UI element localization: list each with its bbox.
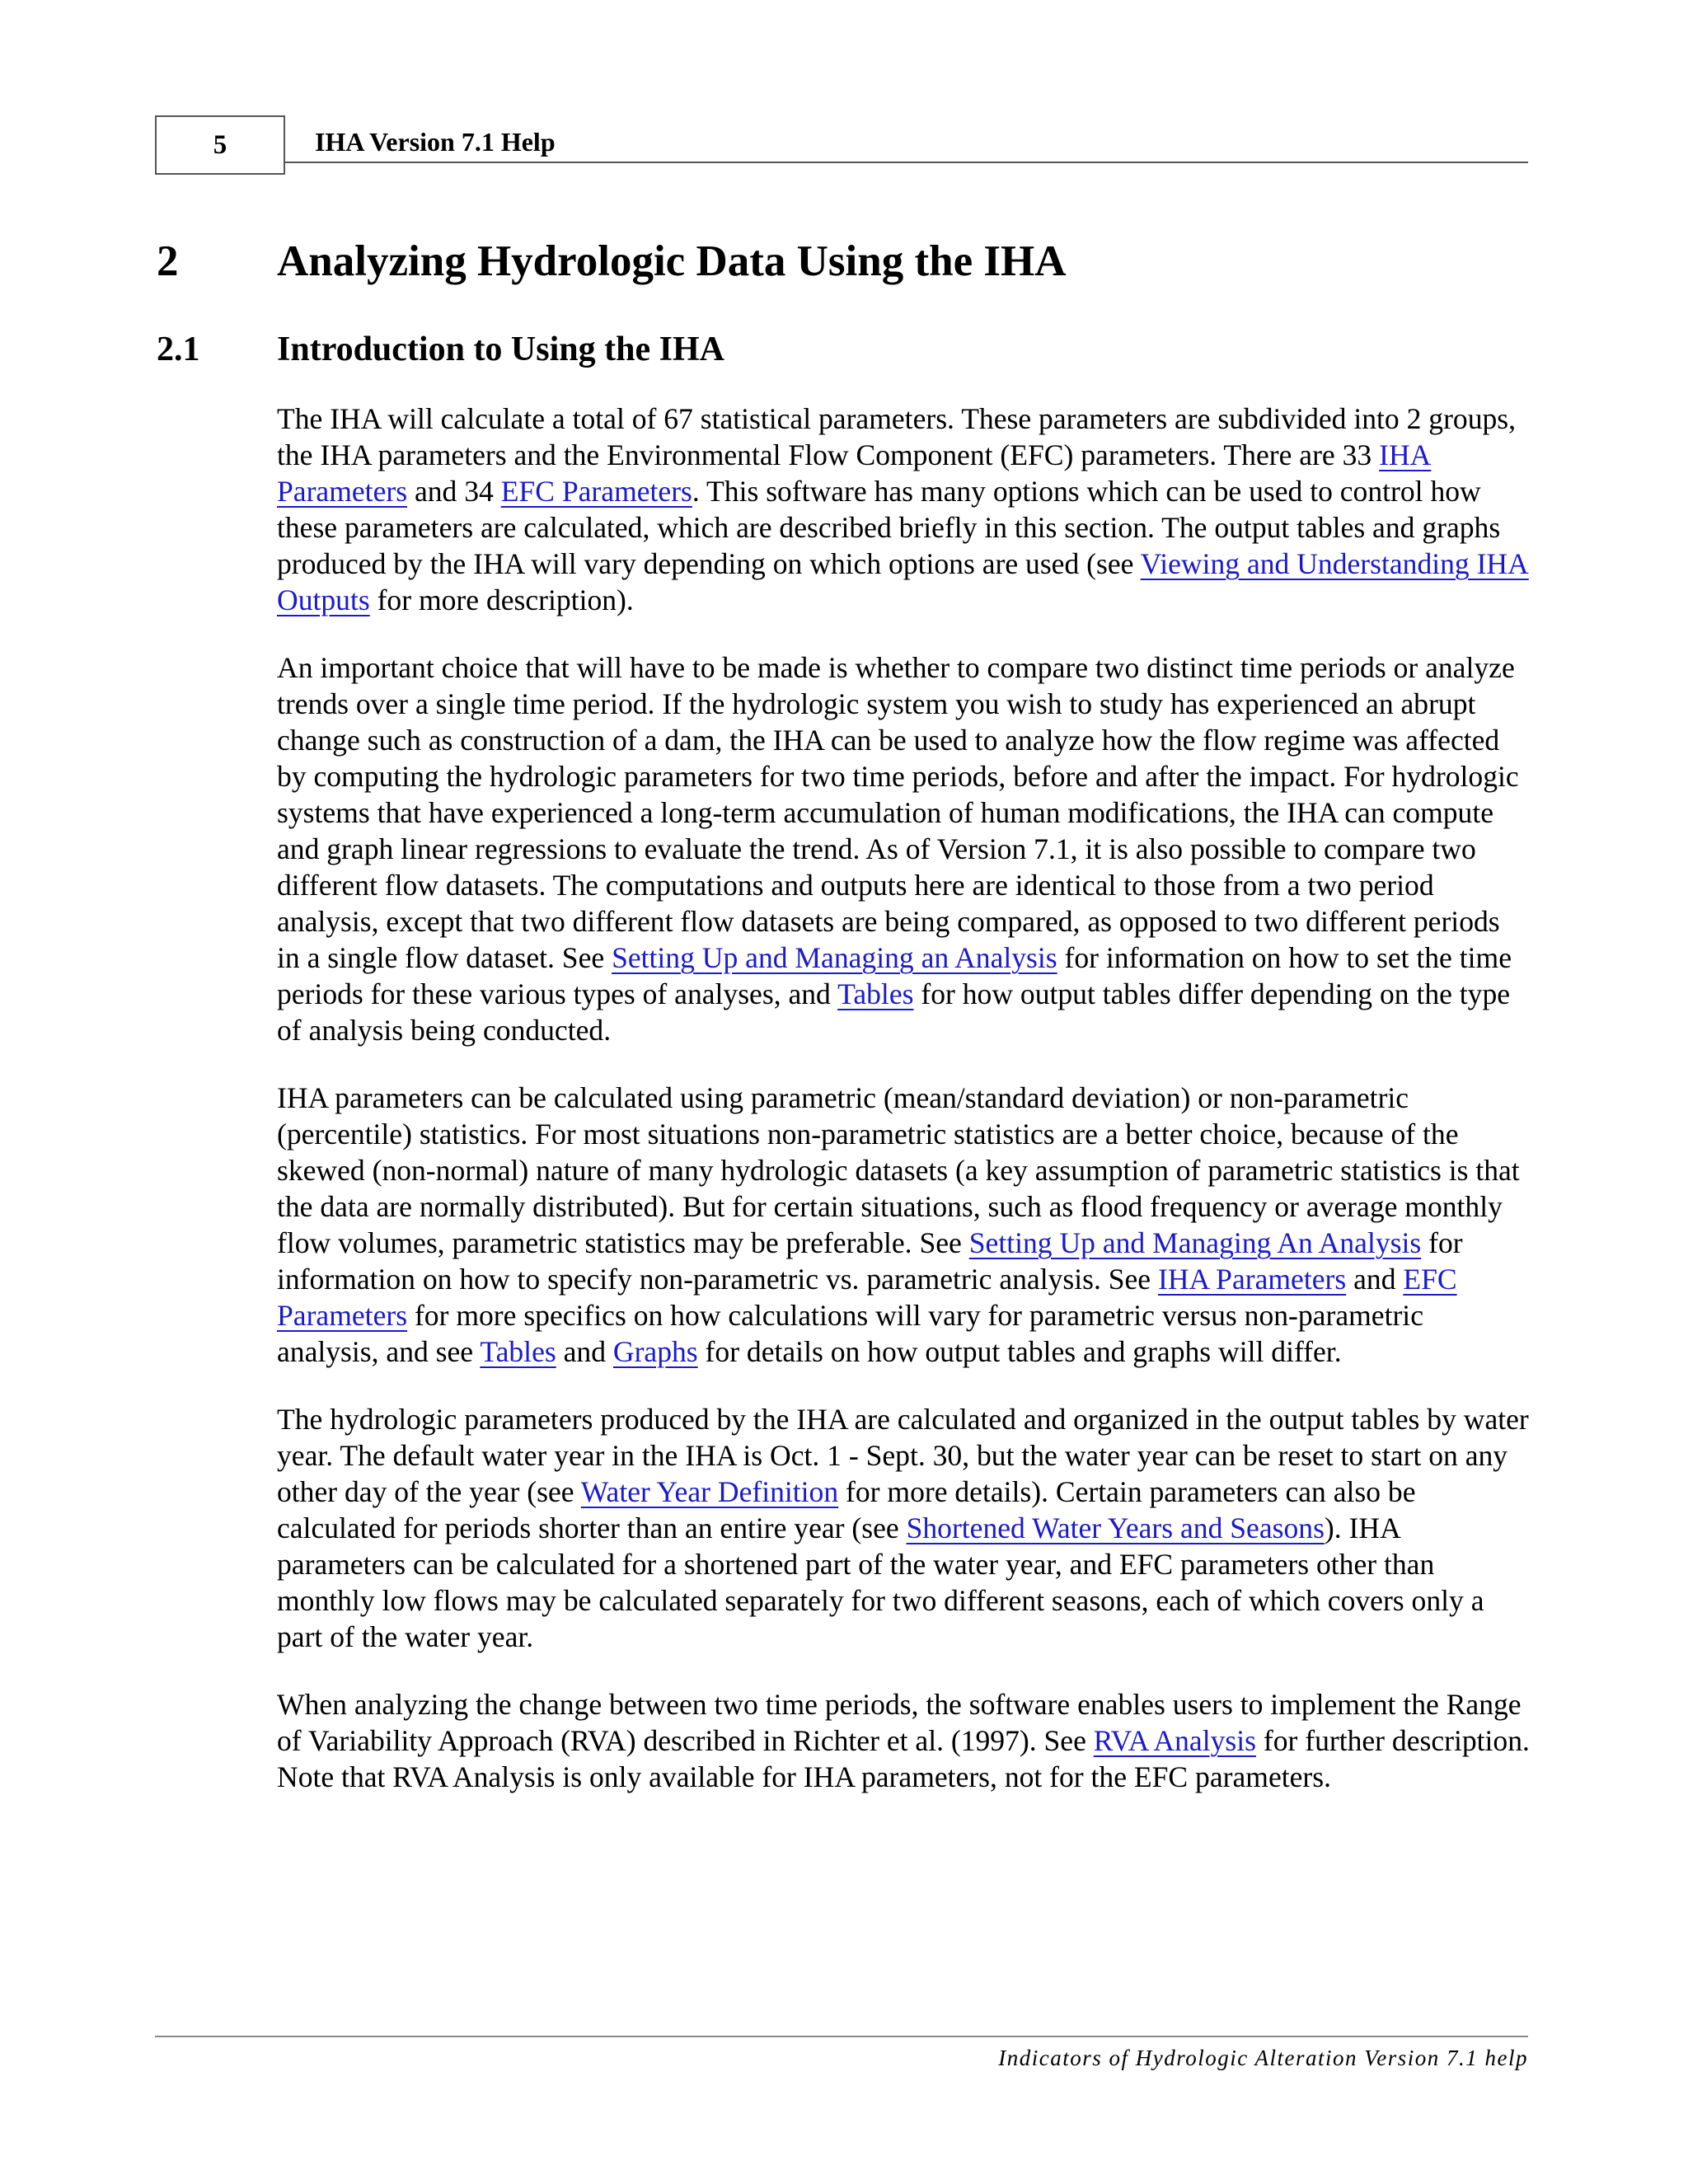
- link-iha-parameters[interactable]: IHA Parameters: [1158, 1263, 1347, 1296]
- running-header-title: IHA Version 7.1 Help: [315, 127, 556, 157]
- text-run: ). IHA parameters can be calculated for a shortened part of the water year, and EFC parameters other than monthly low flows may be calculated separately for two different seasons, each of which covers only a part of the water year.: [277, 1511, 1484, 1653]
- section-number: 2.1: [157, 330, 200, 368]
- link-setting-up-and-managing-an-analysis[interactable]: Setting Up and Managing an Analysis: [612, 941, 1057, 974]
- text-run: for more specifics on how calculations will vary for parametric versus non-parametric analysis, and see: [277, 1299, 1423, 1368]
- link-efc-parameters[interactable]: EFC Parameters: [277, 1263, 1457, 1332]
- text-run: and: [1346, 1263, 1404, 1296]
- paragraph-4: [277, 1401, 1530, 1655]
- text-run: for further description. Note that RVA Analysis is only available for IHA parameters, not for the EFC parameters.: [277, 1724, 1530, 1793]
- text-run: for more details). Certain parameters can also be calculated for periods shorter than an entire year (see: [277, 1475, 1416, 1544]
- link-tables[interactable]: Tables: [837, 977, 914, 1010]
- chapter-title: Analyzing Hydrologic Data Using the IHA: [277, 237, 1067, 285]
- link-graphs[interactable]: Graphs: [612, 1335, 698, 1368]
- page-number: 5: [213, 129, 227, 160]
- text-run: . This software has many options which can be used to control how these parameters are calculated, which are described briefly in this section. The output tables and graphs produced by the IHA will vary depending on which options are used (see: [277, 475, 1501, 580]
- text-run: When analyzing the change between two time periods, the software enables users to implement the Range of Variability Approach (RVA) described in Richter et al. (1997). See: [277, 1688, 1522, 1757]
- link-setting-up-and-managing-an-analysis[interactable]: Setting Up and Managing An Analysis: [968, 1226, 1422, 1259]
- running-footer: Indicators of Hydrologic Alteration Version 7.1 help: [998, 2046, 1528, 2070]
- text-run: The IHA will calculate a total of 67 statistical parameters. These parameters are subdivided into 2 groups, the IHA parameters and the Environmental Flow Component (EFC) parameters. There are 33: [277, 402, 1517, 471]
- link-tables[interactable]: Tables: [480, 1335, 556, 1368]
- text-run: An important choice that will have to be made is whether to compare two distinct time periods or analyze trends over a single time period. If the hydrologic system you wish to study has experienced an abrupt change such as construction of a dam, the IHA can be used to analyze how the flow regime was affected by computing the hydrologic parameters for two time periods, before and after the impact. For hydrologic systems that have experienced a long-term accumulation of human modifications, the IHA can compute and graph linear regressions to evaluate the trend. As of Version 7.1, it is also possible to compare two different flow datasets. The computations and outputs here are identical to those from a two period analysis, except that two different flow datasets are being compared, as opposed to two different periods in a single flow dataset. See: [277, 651, 1519, 974]
- body-text: [277, 401, 1530, 1826]
- link-viewing-and-understanding-iha-outputs[interactable]: Viewing and Understanding IHA Outputs: [277, 547, 1529, 616]
- text-run: and 34: [407, 475, 501, 508]
- link-rva-analysis[interactable]: RVA Analysis: [1093, 1724, 1256, 1757]
- paragraph-3: [277, 1080, 1530, 1370]
- text-run: for information on how to set the time periods for these various types of analyses, and: [277, 941, 1512, 1010]
- text-run: and: [556, 1335, 613, 1368]
- paragraph-1: [277, 401, 1530, 618]
- page-number-box: [155, 115, 285, 175]
- link-shortened-water-years-and-seasons[interactable]: Shortened Water Years and Seasons: [906, 1511, 1325, 1544]
- text-run: for details on how output tables and graphs will differ.: [697, 1335, 1342, 1368]
- paragraph-5: [277, 1686, 1530, 1795]
- paragraph-2: [277, 649, 1530, 1048]
- text-run: IHA parameters can be calculated using parametric (mean/standard deviation) or non-parametric (percentile) statistics. For most situations non-parametric statistics are a better choice, because of the skewed (non-normal) nature of many hydrologic datasets (a key assumption of parametric statistics is that the data are normally distributed). But for certain situations, such as flood frequency or average monthly flow volumes, parametric statistics may be preferable. See: [277, 1081, 1520, 1259]
- text-run: for how output tables differ depending on the type of analysis being conducted.: [277, 977, 1511, 1047]
- link-iha-parameters[interactable]: IHA Parameters: [277, 438, 1432, 508]
- link-efc-parameters[interactable]: EFC Parameters: [500, 475, 692, 508]
- link-water-year-definition[interactable]: Water Year Definition: [580, 1475, 839, 1508]
- footer-rule: [155, 2036, 1528, 2037]
- header-rule: [285, 162, 1528, 163]
- text-run: The hydrologic parameters produced by the IHA are calculated and organized in the output tables by water year. The default water year in the IHA is Oct. 1 - Sept. 30, but the water year can be reset to start on any other day of the year (see: [277, 1403, 1529, 1508]
- text-run: for information on how to specify non-parametric vs. parametric analysis. See: [277, 1226, 1463, 1296]
- section-title: Introduction to Using the IHA: [277, 330, 724, 368]
- chapter-number: 2: [157, 237, 179, 285]
- text-run: for more description).: [369, 583, 634, 616]
